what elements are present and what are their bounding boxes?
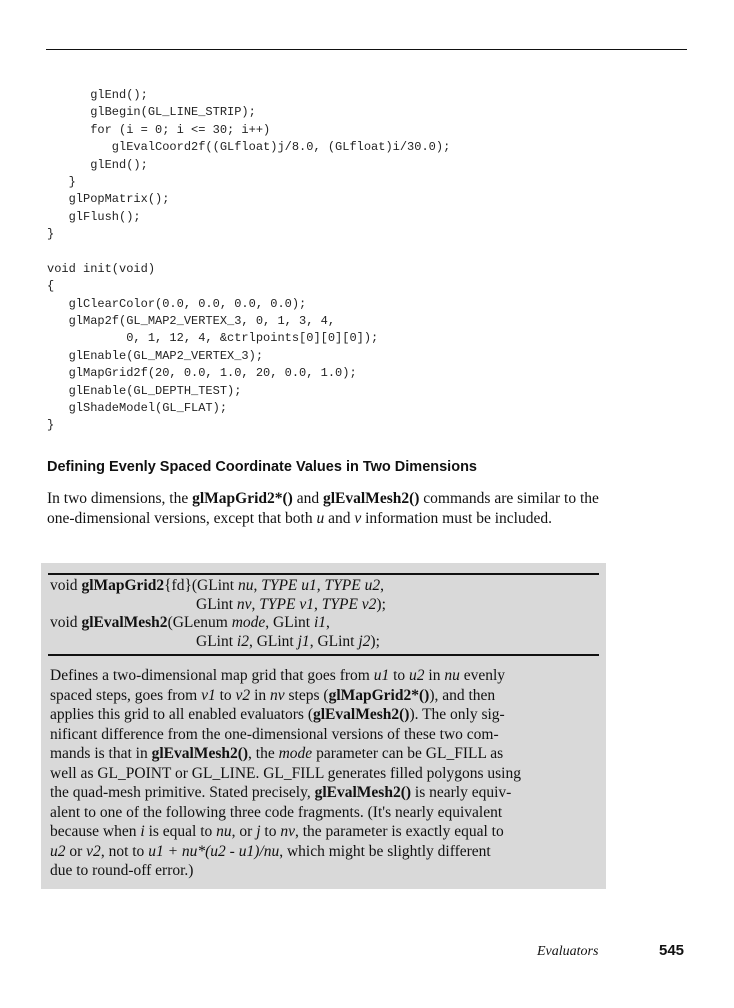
description-line: Defines a two-dimensional map grid that goes from u1 to u2 in nu evenly (50, 667, 506, 684)
code-line: glEnable(GL_MAP2_VERTEX_3); (47, 348, 264, 363)
intro-text: and (324, 509, 355, 527)
footer-chapter-title: Evaluators (537, 944, 599, 959)
command-description (50, 666, 598, 881)
code-line: glEvalCoord2f((GLfloat)j/8.0, (GLfloat)i/30.0); (47, 140, 451, 155)
variable-name: u (316, 509, 325, 527)
code-line: glEnable(GL_DEPTH_TEST); (47, 383, 242, 398)
intro-text: commands are similar to the one-dimensional versions, except that both (47, 490, 599, 527)
signature-line: void glMapGrid2{fd}(GLint nu, TYPE u1, TYPE u2, (50, 577, 384, 594)
code-line: for (i = 0; i <= 30; i++) (47, 122, 271, 137)
code-line: glFlush(); (47, 209, 141, 224)
description-line: spaced steps, goes from v1 to v2 in nv steps (glMapGrid2*()), and then (50, 686, 496, 704)
signature-line: void glEvalMesh2(GLenum mode, GLint i1, (50, 614, 330, 632)
page-number: 545 (659, 942, 685, 959)
command-name: glEvalMesh2() (322, 490, 420, 507)
box-top-rule (48, 573, 599, 575)
description-line: u2 or v2, not to u1 + nu*(u2 - u1)/nu, which might be slightly different (50, 842, 491, 860)
code-line: { (47, 279, 55, 294)
code-line: 0, 1, 12, 4, &ctrlpoints[0][0][0]); (47, 331, 379, 346)
code-line: glPopMatrix(); (47, 192, 170, 207)
description-line: alent to one of the following three code fragments. (It's nearly equivalent (50, 803, 503, 821)
code-line: glMap2f(GL_MAP2_VERTEX_3, 0, 1, 3, 4, (47, 314, 336, 329)
box-divider-rule (48, 654, 599, 656)
intro-paragraph (47, 489, 607, 528)
code-line: } (47, 174, 76, 189)
command-signatures (50, 577, 386, 651)
code-line: glBegin(GL_LINE_STRIP); (47, 105, 256, 120)
intro-text: and (292, 490, 323, 507)
code-line: } (47, 227, 55, 242)
code-line: glEnd(); (47, 88, 148, 102)
command-reference-box (41, 563, 606, 889)
description-line: due to round-off error.) (50, 862, 194, 879)
signature-line: GLint i2, GLint j1, GLint j2); (196, 632, 380, 650)
description-line: applies this grid to all enabled evaluators (glEvalMesh2()). The only sig- (50, 706, 505, 723)
code-line: glEnd(); (47, 157, 148, 172)
code-line: glMapGrid2f(20, 0.0, 1.0, 20, 0.0, 1.0); (47, 366, 357, 381)
signature-line: GLint nv, TYPE v1, TYPE v2); (196, 595, 386, 613)
code-line: void init(void) (47, 261, 156, 276)
description-line: because when i is equal to nu, or j to nv, the parameter is exactly equal to (50, 823, 504, 840)
intro-text: information must be included. (361, 509, 552, 527)
code-line (47, 244, 450, 261)
description-line: nificant difference from the one-dimensional versions of these two com- (50, 725, 499, 743)
code-line: } (47, 418, 55, 433)
code-line: glShadeModel(GL_FLAT); (47, 401, 228, 416)
intro-text: In two dimensions, the (47, 490, 193, 507)
code-listing (47, 87, 450, 435)
description-line: mands is that in glEvalMesh2(), the mode parameter can be GL_FILL as (50, 745, 504, 762)
section-heading: Defining Evenly Spaced Coordinate Values in Two Dimensions (47, 459, 477, 475)
variable-name: v (354, 509, 362, 527)
top-rule (46, 49, 687, 50)
description-line: the quad-mesh primitive. Stated precisely, glEvalMesh2() is nearly equiv- (50, 784, 512, 801)
code-line: glClearColor(0.0, 0.0, 0.0, 0.0); (47, 296, 307, 311)
command-name: glMapGrid2*() (192, 490, 293, 507)
description-line: well as GL_POINT or GL_LINE. GL_FILL generates filled polygons using (50, 764, 521, 782)
